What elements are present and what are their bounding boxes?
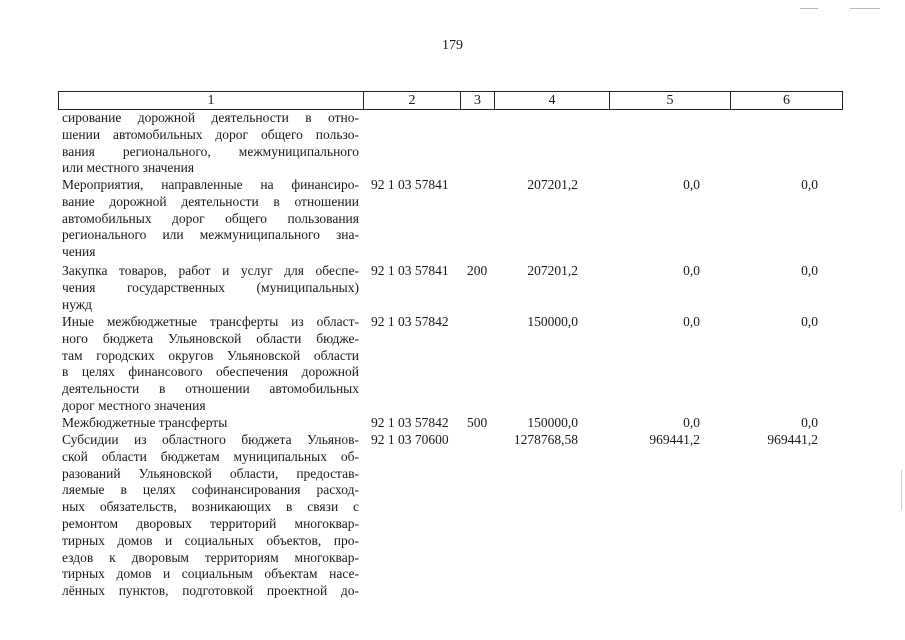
row-description: [62, 177, 359, 261]
row-value-col5: 0,0: [683, 177, 700, 192]
description-line: чения государственных (муниципальных): [62, 279, 359, 295]
header-col-3: 3: [474, 93, 481, 108]
description-line: Мероприятия, направленные на финансиро-: [62, 177, 359, 192]
row-value-col5: 0,0: [683, 263, 700, 278]
description-line: чения: [62, 244, 96, 260]
header-col-4: 4: [548, 93, 556, 108]
description-line: тирных домов и социальных объектов, про-: [62, 532, 359, 548]
header-col-6: 6: [783, 93, 790, 108]
description-line: тирных домов и социальным объектам насе-: [62, 566, 359, 582]
row-code: 92 1 03 57842: [371, 415, 449, 430]
description-line: разований Ульяновской области, предостав-: [62, 465, 359, 481]
row-description: [62, 415, 359, 432]
row-value-col4: 1278768,58: [513, 432, 578, 447]
description-line: Закупка товаров, работ и услуг для обеспе-: [62, 263, 359, 278]
scan-mark: [850, 8, 880, 9]
description-line: ного бюджета Ульяновской области бюдже-: [62, 330, 359, 346]
description-line: ской области бюджетам муниципальных об-: [62, 448, 359, 464]
description-line: шении автомобильных дорог общего пользо-: [62, 126, 359, 142]
row-description: [62, 263, 359, 313]
description-line: дорог местного значения: [62, 397, 206, 413]
description-line: лённых пунктов, подготовкой проектной до-: [62, 583, 359, 599]
row-value-col6: 0,0: [801, 415, 818, 430]
row-code: 92 1 03 57842: [371, 314, 449, 329]
description-line: Иные межбюджетные трансферты из област-: [62, 314, 359, 329]
description-line: ездов к дворовым территориям многоквар-: [62, 549, 359, 565]
row-value-col4: 207201,2: [527, 263, 578, 278]
row-value-col6: 0,0: [801, 177, 818, 192]
row-code: 92 1 03 57841: [371, 177, 449, 192]
row-value-col6: 969441,2: [767, 432, 818, 447]
header-col-5: 5: [666, 93, 674, 108]
row-value-col4: 150000,0: [527, 415, 578, 430]
scan-mark: [800, 8, 818, 9]
description-line: ремонтом дворовых территорий многоквар-: [62, 515, 359, 531]
description-line: деятельности в отношении автомобильных: [62, 381, 359, 397]
header-col-2: 2: [408, 93, 416, 108]
description-line: нужд: [62, 296, 92, 312]
description-line: Межбюджетные трансферты: [62, 415, 228, 430]
row-value-col4: 150000,0: [527, 314, 578, 329]
description-line: сирование дорожной деятельности в отно-: [62, 110, 359, 125]
row-value-col5: 0,0: [683, 314, 700, 329]
description-line: вания регионального, межмуниципального: [62, 143, 359, 159]
description-line: Субсидии из областного бюджета Ульянов-: [62, 432, 359, 447]
row-value-col6: 0,0: [801, 314, 818, 329]
scan-mark: [901, 470, 902, 510]
row-description: [62, 314, 359, 415]
row-description: [62, 432, 359, 600]
row-value-col4: 207201,2: [527, 177, 578, 192]
description-line: вание дорожной деятельности в отношении: [62, 193, 359, 209]
row-code: 92 1 03 70600: [371, 432, 449, 447]
header-col-1: 1: [207, 93, 215, 108]
description-line: регионального или межмуниципального зна-: [62, 227, 359, 243]
row-description: [62, 110, 359, 177]
description-line: автомобильных дорог общего пользования: [62, 210, 359, 226]
row-value-col5: 969441,2: [649, 432, 700, 447]
row-type: 200: [467, 263, 488, 278]
description-line: или местного значения: [62, 160, 195, 176]
row-code: 92 1 03 57841: [371, 263, 449, 278]
row-value-col6: 0,0: [801, 263, 818, 278]
description-line: в целях финансового обеспечения дорожной: [62, 364, 359, 380]
row-type: 500: [467, 415, 488, 430]
page-number: 179: [442, 38, 463, 53]
description-line: там городских округов Ульяновской области: [62, 347, 359, 363]
row-value-col5: 0,0: [683, 415, 700, 430]
description-line: ных обязательств, возникающих в связи с: [62, 499, 359, 515]
description-line: ляемые в целях софинансирования расход-: [62, 482, 359, 498]
table-header: [58, 91, 843, 110]
